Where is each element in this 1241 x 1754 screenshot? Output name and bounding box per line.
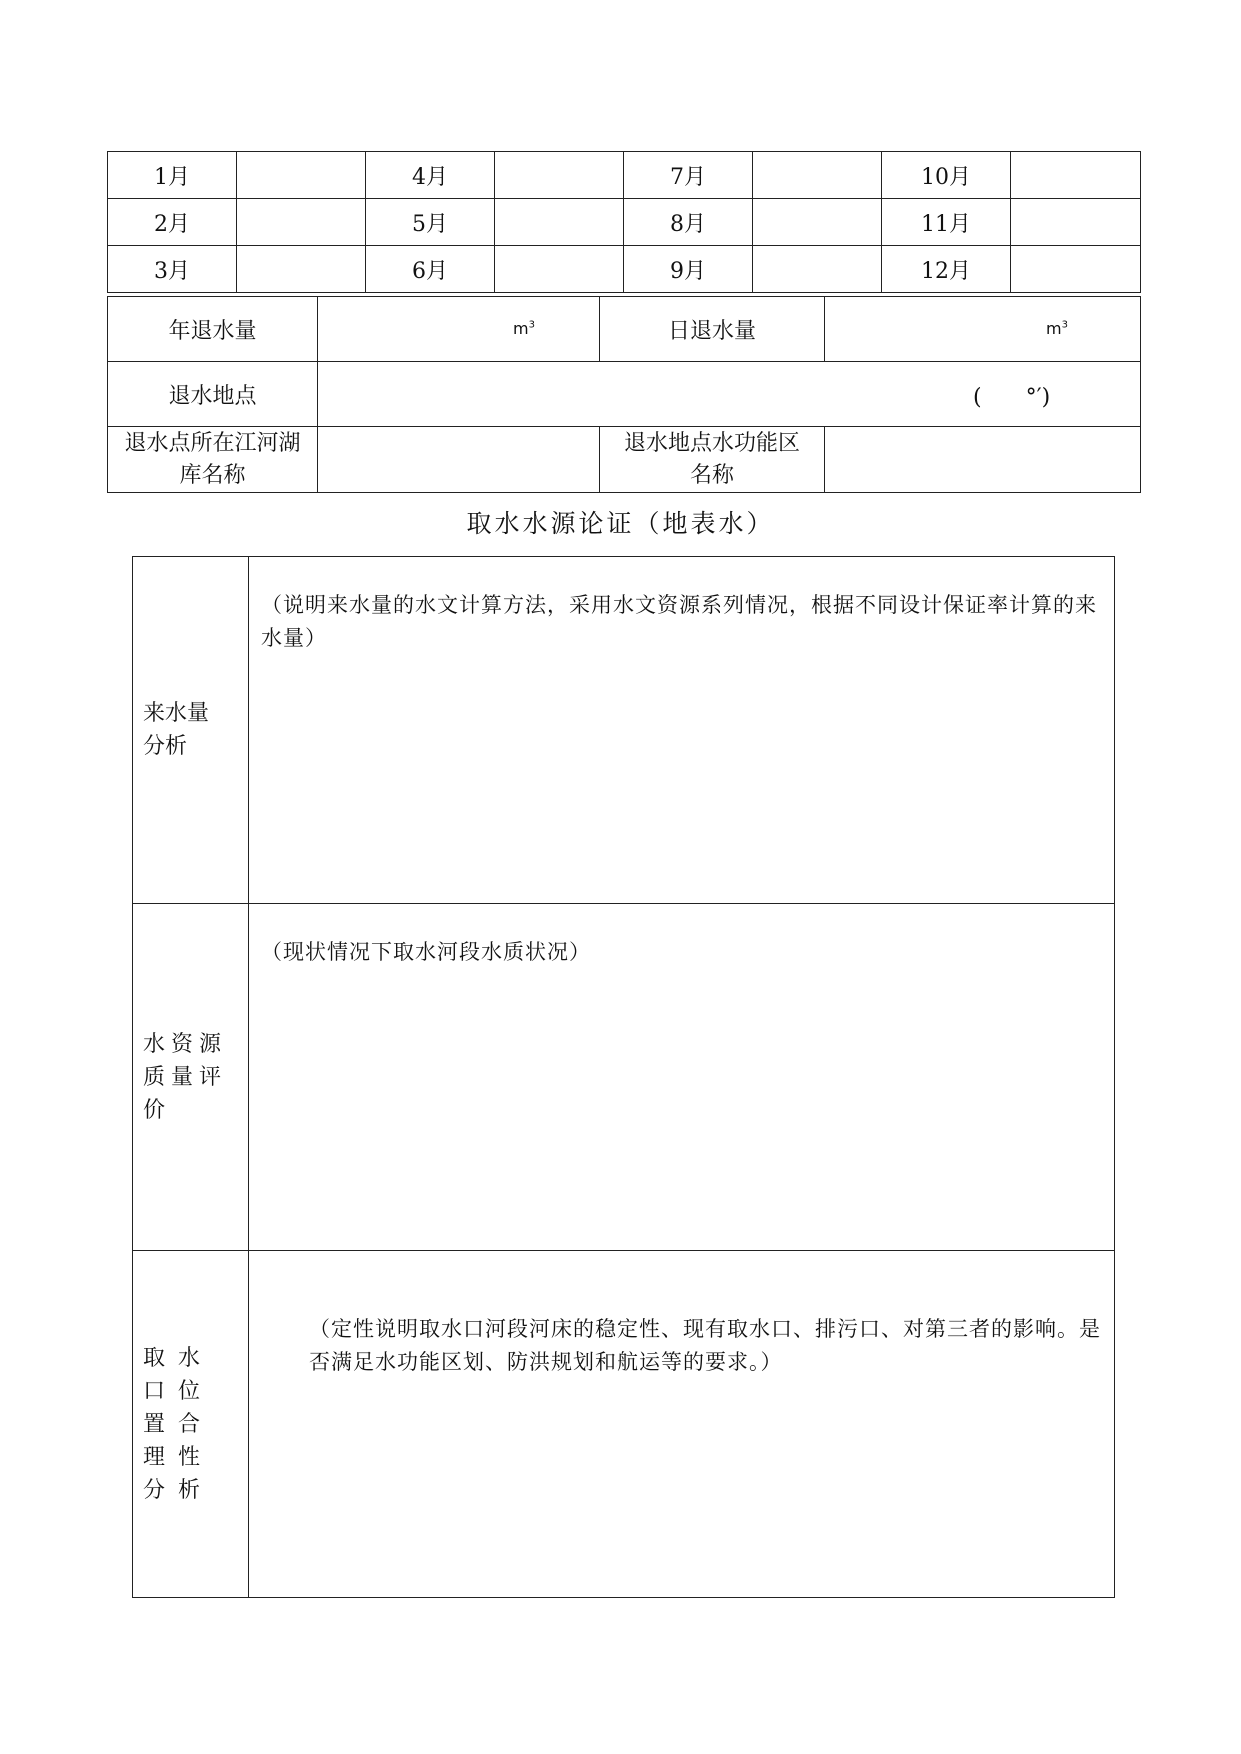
daily-discharge-value[interactable]	[825, 297, 1141, 362]
month-value[interactable]	[753, 246, 882, 293]
daily-discharge-unit: $m^3$	[1046, 319, 1068, 338]
annual-discharge-label: 年退水量	[108, 297, 318, 362]
month-label: 7月	[624, 152, 753, 199]
month-label: 4月	[366, 152, 495, 199]
location-coordinate: ( °′)	[973, 385, 1051, 410]
month-row	[108, 199, 1141, 246]
intake-location-content[interactable]	[249, 1251, 1115, 1598]
month-value[interactable]	[753, 152, 882, 199]
month-label: 2月	[108, 199, 237, 246]
month-label: 5月	[366, 199, 495, 246]
month-label: 11月	[882, 199, 1011, 246]
month-value[interactable]	[1011, 152, 1141, 199]
month-label: 3月	[108, 246, 237, 293]
water-function-zone-value[interactable]	[825, 427, 1141, 493]
month-value[interactable]	[237, 199, 366, 246]
annual-discharge-value[interactable]	[318, 297, 600, 362]
river-lake-name-label: 退水点所在江河湖库名称	[108, 427, 318, 493]
water-quality-note: （现状情况下取水河段水质状况）	[261, 940, 591, 964]
monthly-discharge-table	[107, 151, 1141, 293]
water-source-analysis-table	[132, 556, 1115, 1598]
month-label: 8月	[624, 199, 753, 246]
month-label: 10月	[882, 152, 1011, 199]
month-row	[108, 152, 1141, 199]
inflow-analysis-note: （说明来水量的水文计算方法，采用水文资源系列情况，根据不同设计保证率计算的来水量）	[261, 593, 1097, 650]
month-value[interactable]	[495, 199, 624, 246]
month-value[interactable]	[1011, 199, 1141, 246]
section-title: 取水水源论证（地表水）	[466, 509, 775, 538]
month-value[interactable]	[237, 246, 366, 293]
discharge-location-label: 退水地点	[108, 362, 318, 427]
month-value[interactable]	[753, 199, 882, 246]
month-value[interactable]	[495, 152, 624, 199]
month-label: 1月	[108, 152, 237, 199]
intake-location-note: （定性说明取水口河段河床的稳定性、现有取水口、排污口、对第三者的影响。是否满足水功能区划、防洪规划和航运等的要求。）	[309, 1317, 1101, 1374]
water-quality-label: 水资源质量评价	[133, 904, 249, 1251]
water-function-zone-label: 退水地点水功能区名称	[600, 427, 825, 493]
month-label: 6月	[366, 246, 495, 293]
annual-discharge-unit: $m^3$	[513, 319, 535, 338]
month-value[interactable]	[237, 152, 366, 199]
daily-discharge-label: 日退水量	[600, 297, 825, 362]
inflow-analysis-label: 来水量分析	[133, 557, 249, 904]
intake-location-label: 取水口位置合理性分析	[133, 1251, 249, 1598]
inflow-analysis-content[interactable]	[249, 557, 1115, 904]
river-lake-name-value[interactable]	[318, 427, 600, 493]
discharge-info-table	[107, 296, 1141, 493]
month-row	[108, 246, 1141, 293]
month-value[interactable]	[1011, 246, 1141, 293]
water-quality-content[interactable]	[249, 904, 1115, 1251]
month-value[interactable]	[495, 246, 624, 293]
discharge-location-value[interactable]	[318, 362, 1141, 427]
month-label: 9月	[624, 246, 753, 293]
month-label: 12月	[882, 246, 1011, 293]
